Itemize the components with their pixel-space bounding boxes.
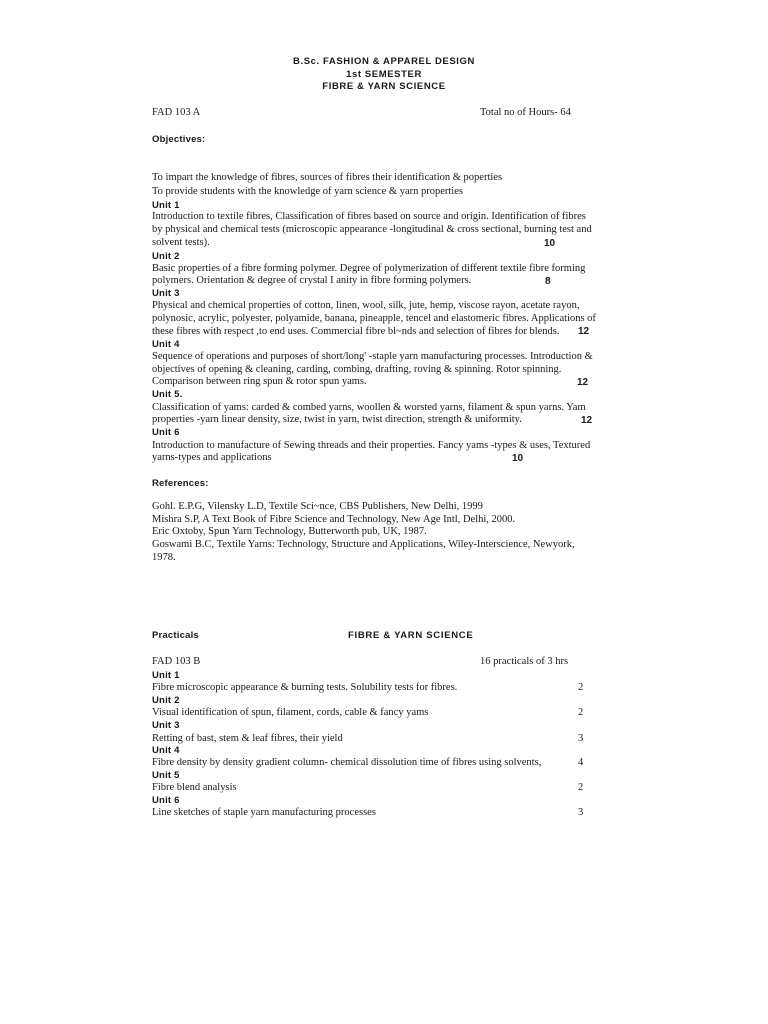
objectives-heading: Objectives: <box>152 134 206 145</box>
unit-hours: 8 <box>545 276 551 287</box>
practical-unit-hours: 3 <box>578 807 584 818</box>
practical-unit-heading: Unit 4 <box>152 745 180 756</box>
practicals-code: FAD 103 B <box>152 656 201 667</box>
practical-unit-text: Fibre blend analysis <box>152 782 237 793</box>
unit-text-line: solvent tests). <box>152 237 210 248</box>
reference-line: Gohl. E.P.G, Vilensky L.D, Textile Sci~nce, CBS Publishers, New Delhi, 1999 <box>152 501 483 512</box>
unit-text-line: these fibres with respect ,to end uses. Commercial fibre bl~nds and selection of fibres for blends. <box>152 326 560 337</box>
total-hours: Total no of Hours- 64 <box>480 107 571 118</box>
practical-unit-heading: Unit 6 <box>152 795 180 806</box>
practical-unit-heading: Unit 1 <box>152 670 180 681</box>
unit-hours: 12 <box>578 326 590 337</box>
unit-text-line: Introduction to textile fibres, Classification of fibres based on source and origin. Identification of fibres <box>152 211 586 222</box>
unit-heading: Unit 1 <box>152 200 180 211</box>
practical-unit-hours: 2 <box>578 682 584 693</box>
unit-hours: 12 <box>577 377 589 388</box>
unit-text-line: Sequence of operations and purposes of short/long' -staple yarn manufacturing processes. Introduction & <box>152 351 593 362</box>
objective-line: To provide students with the knowledge of yarn science & yarn properties <box>152 186 463 197</box>
practical-unit-heading: Unit 2 <box>152 695 180 706</box>
unit-text-line: Introduction to manufacture of Sewing threads and their properties. Fancy yams -types & uses, Textured <box>152 440 591 451</box>
subject-title: FIBRE & YARN SCIENCE <box>322 81 446 92</box>
course-title: B.Sc. FASHION & APPAREL DESIGN <box>293 56 475 67</box>
unit-heading: Unit 2 <box>152 251 180 262</box>
semester-title: 1st SEMESTER <box>346 69 422 80</box>
unit-heading: Unit 5. <box>152 389 183 400</box>
practical-unit-hours: 4 <box>578 757 584 768</box>
practical-unit-hours: 2 <box>578 782 584 793</box>
unit-heading: Unit 6 <box>152 427 180 438</box>
references-heading: References: <box>152 478 209 489</box>
reference-line: Eric Oxtoby, Spun Yarn Technology, Butterworth pub, UK, 1987. <box>152 526 427 537</box>
unit-text-line: yarns-types and applications <box>152 452 272 463</box>
reference-line: Mishra S.P, A Text Book of Fibre Science and Technology, New Age Intl, Delhi, 2000. <box>152 514 516 525</box>
practicals-heading: Practicals <box>152 630 199 641</box>
practical-unit-hours: 2 <box>578 707 584 718</box>
practical-unit-hours: 3 <box>578 733 584 744</box>
practical-unit-text: Retting of bast, stem & leaf fibres, their yield <box>152 733 343 744</box>
practicals-count: 16 practicals of 3 hrs <box>480 656 569 667</box>
objective-line: To impart the knowledge of fibres, sources of fibres their identification & poperties <box>152 172 503 183</box>
practical-unit-text: Fibre microscopic appearance & burning tests. Solubility tests for fibres. <box>152 682 458 693</box>
practical-unit-text: Line sketches of staple yarn manufacturing processes <box>152 807 376 818</box>
unit-heading: Unit 3 <box>152 288 180 299</box>
reference-line: Goswami B.C, Textile Yarns: Technology, Structure and Applications, Wiley-Interscience, Newyork, <box>152 539 575 550</box>
unit-text-line: polymers. Orientation & degree of crystal I anity in fibre forming polymers. <box>152 275 472 286</box>
theory-code: FAD 103 A <box>152 107 201 118</box>
unit-heading: Unit 4 <box>152 339 180 350</box>
unit-text-line: Classification of yams: carded & combed yarns, woollen & worsted yarns, filament & spun yarns. Yam <box>152 402 586 413</box>
unit-hours: 12 <box>581 415 593 426</box>
unit-hours: 10 <box>512 453 524 464</box>
unit-text-line: Basic properties of a fibre forming polymer. Degree of polymerization of different textile fibre forming <box>152 263 586 274</box>
unit-text-line: properties -yarn linear density, size, twist in yarn, twist direction, strength & uniformity. <box>152 414 522 425</box>
unit-hours: 10 <box>544 238 556 249</box>
practical-unit-text: Visual identification of spun, filament, cords, cable & fancy yams <box>152 707 429 718</box>
practicals-title: FIBRE & YARN SCIENCE <box>348 630 474 641</box>
reference-line: 1978. <box>152 552 176 563</box>
unit-text-line: by physical and chemical tests (microscopic appearance -longitudinal & cross sectional, burning test and <box>152 224 592 235</box>
unit-text-line: objectives of opening & cleaning, carding, combing, drafting, roving & spinning. Rotor spinning. <box>152 364 562 375</box>
unit-text-line: Comparison between ring spun & rotor spun yams. <box>152 376 367 387</box>
practical-unit-heading: Unit 3 <box>152 720 180 731</box>
practical-unit-text: Fibre density by density gradient column- chemical dissolution time of fibres using solvents, <box>152 757 542 768</box>
unit-text-line: polynosic, acrylic, polyester, polyamide, banana, pineapple, tencel and elastomeric fibres. Applications of <box>152 313 596 324</box>
unit-text-line: Physical and chemical properties of cotton, linen, wool, silk, jute, hemp, viscose rayon, acetate rayon, <box>152 300 580 311</box>
practical-unit-heading: Unit 5 <box>152 770 180 781</box>
